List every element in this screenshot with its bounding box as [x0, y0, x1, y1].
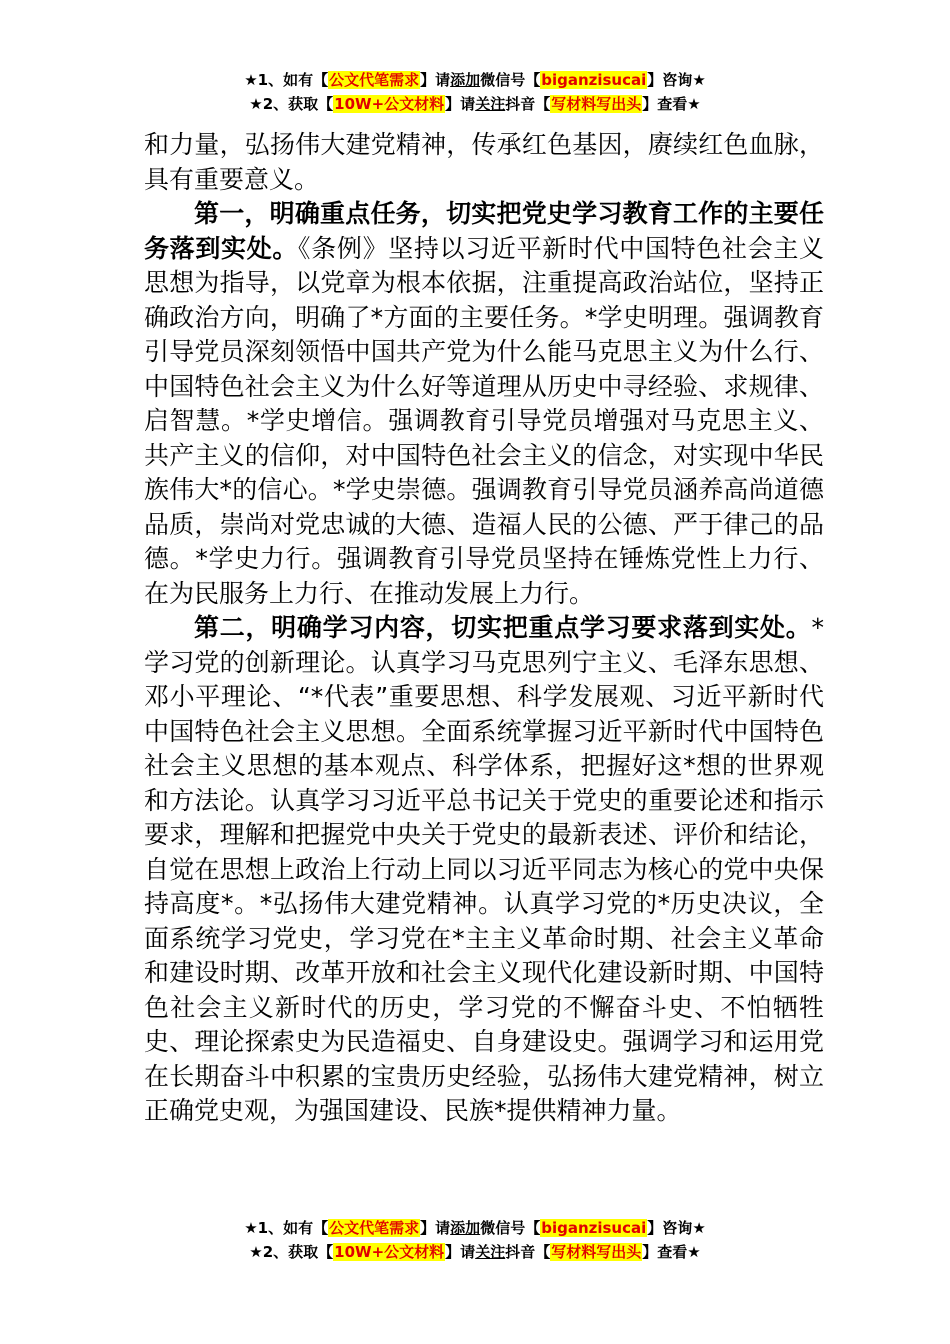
promo-text: 抖音 — [505, 95, 536, 113]
bracket: 】 — [647, 1219, 663, 1237]
promo-text-underlined: 添加 — [450, 1219, 481, 1237]
bracket: 】 — [642, 95, 658, 113]
promo-line-2 — [0, 1240, 950, 1264]
highlight-douyin-account: 写材料写出头 — [551, 95, 642, 113]
promo-text: 2、获取 — [262, 1243, 319, 1261]
promo-line-2 — [0, 92, 950, 116]
highlight-wechat-id: biganzisucai — [541, 1219, 647, 1237]
promo-text: 微信号 — [480, 1219, 526, 1237]
bracket: 【 — [313, 1219, 329, 1237]
promo-text: 咨询 — [662, 1219, 693, 1237]
star-icon: ★ — [244, 71, 258, 89]
document-body — [144, 128, 824, 1129]
promo-text: 请 — [435, 1219, 451, 1237]
promo-text: 2、获取 — [262, 95, 319, 113]
paragraph-continuation: 和力量，弘扬伟大建党精神，传承红色基因，赓续红色血脉，具有重要意义。 — [144, 130, 824, 194]
highlight-service: 公文代笔需求 — [329, 71, 420, 89]
bracket: 【 — [318, 95, 334, 113]
paragraph-second-content — [144, 611, 824, 1129]
bracket: 【 — [318, 1243, 334, 1261]
promo-text: 查看 — [657, 95, 688, 113]
paragraph-heading: 第一，明确重点任务，切实把党史学习教育工作的主要任务落到实处。 — [144, 199, 824, 263]
promo-banner-bottom — [0, 1216, 950, 1264]
promo-line-1 — [0, 68, 950, 92]
promo-line-1 — [0, 1216, 950, 1240]
paragraph-text: 《条例》坚持以习近平新时代中国特色社会主义思想为指导，以党章为根本依据，注重提高政治站位，坚持正确政治方向，明确了*方面的主要任务。*学史明理。强调教育引导党员深刻领悟中国共产党为什么能马克思主义为什么行、中国特色社会主义为什么好等道理从历史中寻经验、求规律、启智慧。*学史增信。强调教育引导党员增强对马克思主义、共产主义的信仰，对中国特色社会主义的信念，对实现中华民族伟大*的信心。*学史崇德。强调教育引导党员涵养高尚道德品质，崇尚对党忠诚的大德、造福人民的公德、严于律己的品德。*学史力行。强调教育引导党员坚持在锤炼党性上力行、在为民服务上力行、在推动发展上力行。 — [144, 233, 824, 608]
star-icon: ★ — [687, 95, 701, 113]
promo-text-underlined: 关注 — [475, 95, 506, 113]
promo-text: 请 — [435, 71, 451, 89]
highlight-service: 公文代笔需求 — [329, 1219, 420, 1237]
star-icon: ★ — [692, 1219, 706, 1237]
bracket: 】 — [647, 71, 663, 89]
promo-text: 抖音 — [505, 1243, 536, 1261]
bracket: 【 — [313, 71, 329, 89]
star-icon: ★ — [249, 1243, 263, 1261]
promo-text-underlined: 关注 — [475, 1243, 506, 1261]
highlight-material: 10W+公文材料 — [334, 95, 445, 113]
highlight-material: 10W+公文材料 — [334, 1243, 445, 1261]
bracket: 】 — [445, 95, 461, 113]
bracket: 【 — [525, 1219, 541, 1237]
bracket: 】 — [445, 1243, 461, 1261]
highlight-wechat-id: biganzisucai — [541, 71, 647, 89]
star-icon: ★ — [244, 1219, 258, 1237]
bracket: 【 — [535, 95, 551, 113]
bracket: 】 — [642, 1243, 658, 1261]
highlight-douyin-account: 写材料写出头 — [551, 1243, 642, 1261]
bracket: 【 — [535, 1243, 551, 1261]
paragraph-first-task — [144, 197, 824, 611]
promo-text: 1、如有 — [257, 1219, 314, 1237]
promo-text-underlined: 添加 — [450, 71, 481, 89]
paragraph-heading: 第二，明确学习内容，切实把重点学习要求落到实处。 — [194, 613, 812, 642]
promo-text: 请 — [460, 95, 476, 113]
promo-text: 请 — [460, 1243, 476, 1261]
bracket: 】 — [420, 1219, 436, 1237]
star-icon: ★ — [249, 95, 263, 113]
promo-banner-top — [0, 68, 950, 116]
bracket: 】 — [420, 71, 436, 89]
star-icon: ★ — [692, 71, 706, 89]
bracket: 【 — [525, 71, 541, 89]
promo-text: 咨询 — [662, 71, 693, 89]
paragraph-text: *学习党的创新理论。认真学习马克思列宁主义、毛泽东思想、邓小平理论、“*代表”重要思想、科学发展观、习近平新时代中国特色社会主义思想。全面系统掌握习近平新时代中国特色社会主义思想的基本观点、科学体系，把握好这*想的世界观和方法论。认真学习习近平总书记关于党史的重要论述和指示要求，理解和把握党中央关于党史的最新表述、评价和结论，自觉在思想上政治上行动上同以习近平同志为核心的党中央保持高度*。*弘扬伟大建党精神。认真学习党的*历史决议，全面系统学习党史，学习党在*主主义革命时期、社会主义革命和建设时期、改革开放和社会主义现代化建设新时期、中国特色社会主义新时代的历史，学习党的不懈奋斗史、不怕牺牲史、理论探索史为民造福史、自身建设史。强调学习和运用党在长期奋斗中积累的宝贵历史经验，弘扬伟大建党精神，树立正确党史观，为强国建设、民族*提供精神力量。 — [144, 613, 824, 1125]
star-icon: ★ — [687, 1243, 701, 1261]
promo-text: 1、如有 — [257, 71, 314, 89]
promo-text: 微信号 — [480, 71, 526, 89]
promo-text: 查看 — [657, 1243, 688, 1261]
